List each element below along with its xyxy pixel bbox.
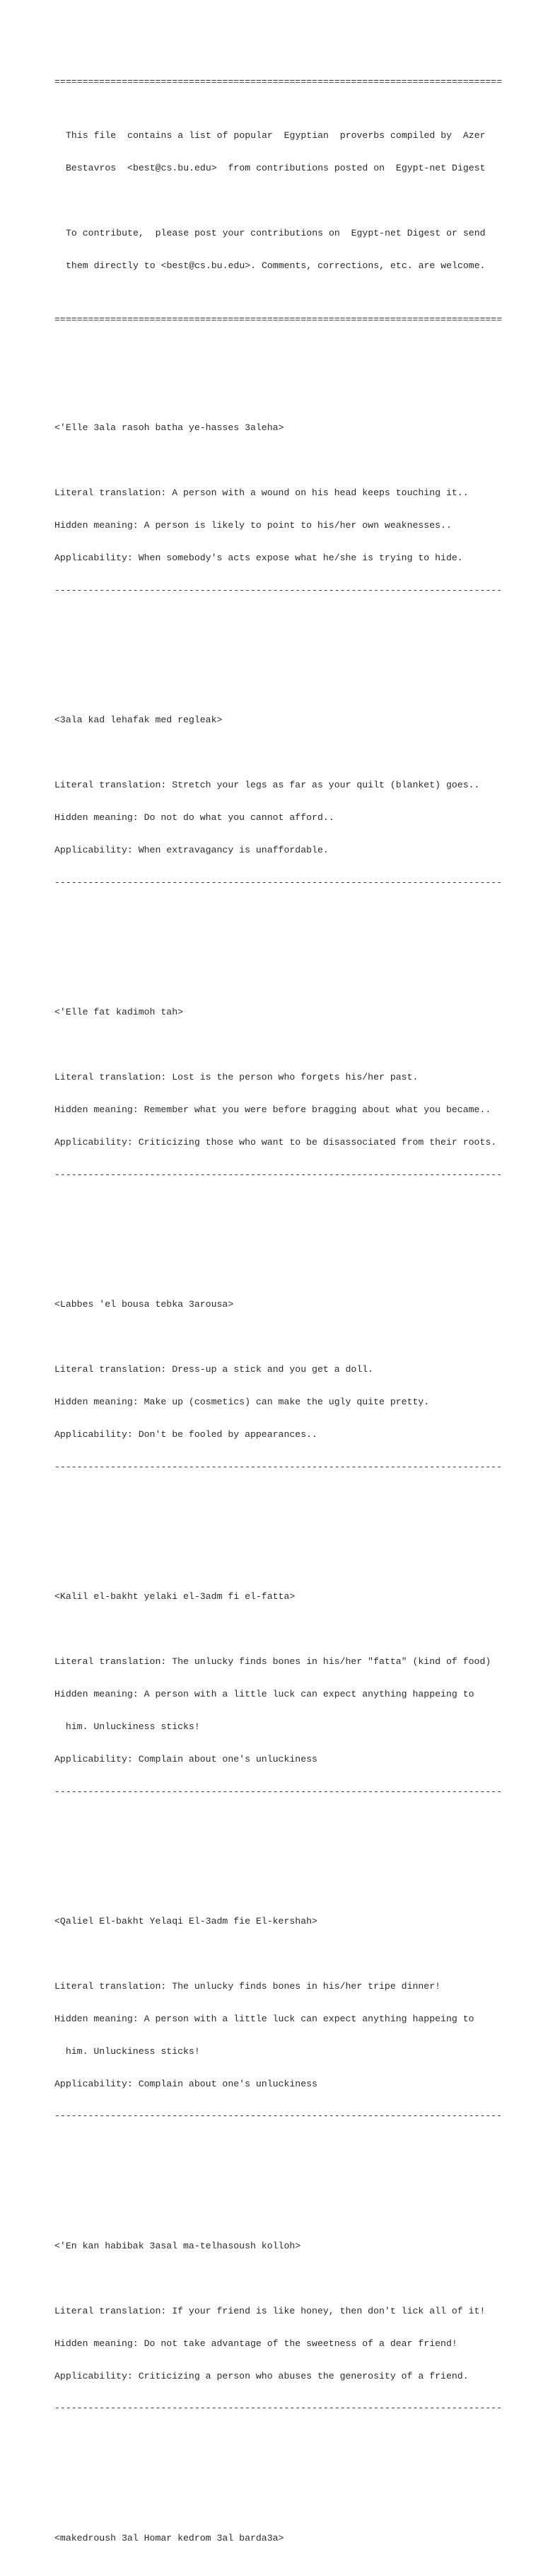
proverb-title: <'Elle 3ala rasoh batha ye-hasses 3aleha>	[54, 422, 284, 434]
literal-translation: Literal translation: The unlucky finds bones in his/her tripe dinner!	[54, 1980, 441, 1992]
applicability: Applicability: Criticizing a person who abuses the generosity of a friend.	[54, 2370, 469, 2381]
header-top-rule: ================================================================================	[54, 76, 503, 87]
proverb-entry	[54, 369, 507, 618]
separator-rule: --------------------------------------------------------------------------------	[54, 1461, 503, 1472]
proverb-entry	[54, 1862, 507, 2144]
applicability: Applicability: When extravagancy is unaffordable.	[54, 844, 329, 855]
proverb-title: <Qaliel El-bakht Yelaqi El-3adm fie El-kershah>	[54, 1916, 317, 1927]
proverb-title: <3ala kad lehafak med regleak>	[54, 715, 223, 726]
separator-rule: --------------------------------------------------------------------------------	[54, 584, 503, 596]
separator-rule: --------------------------------------------------------------------------------	[54, 1786, 503, 1797]
header-block	[54, 108, 507, 292]
literal-translation: Literal translation: A person with a wound on his head keeps touching it..	[54, 487, 469, 498]
proverb-entry	[54, 1245, 507, 1494]
hidden-meaning: Hidden meaning: Remember what you were before bragging about what you became..	[54, 1104, 491, 1115]
proverb-entry	[54, 953, 507, 1202]
proverb-entry	[54, 1537, 507, 1819]
hidden-meaning: Hidden meaning: A person is likely to point to his/her own weaknesses..	[54, 519, 452, 531]
hidden-meaning-continued: him. Unluckiness sticks!	[54, 2045, 200, 2057]
applicability: Applicability: Criticizing those who want to be disassociated from their roots.	[54, 1136, 497, 1148]
hidden-meaning-continued: him. Unluckiness sticks!	[54, 1721, 200, 1732]
applicability: Applicability: Don't be fooled by appearances..	[54, 1428, 317, 1440]
header-line: To contribute, please post your contributions on Egypt-net Digest or send	[66, 227, 486, 238]
applicability: Applicability: When somebody's acts expose what he/she is trying to hide.	[54, 552, 463, 563]
proverb-entry	[54, 661, 507, 910]
hidden-meaning: Hidden meaning: Do not take advantage of the sweetness of a dear friend!	[54, 2338, 457, 2349]
hidden-meaning: Hidden meaning: Do not do what you cannot afford..	[54, 812, 334, 823]
separator-rule: --------------------------------------------------------------------------------	[54, 2403, 503, 2414]
separator-rule: --------------------------------------------------------------------------------	[54, 2110, 503, 2122]
header-line: Bestavros <best@cs.bu.edu> from contributions posted on Egypt-net Digest	[66, 162, 486, 173]
hidden-meaning: Hidden meaning: A person with a little luck can expect anything happeing to	[54, 1688, 474, 1699]
proverb-title: <Kalil el-bakht yelaki el-3adm fi el-fatta>	[54, 1591, 296, 1602]
hidden-meaning: Hidden meaning: Make up (cosmetics) can make the ugly quite pretty.	[54, 1396, 430, 1407]
separator-rule: --------------------------------------------------------------------------------	[54, 1169, 503, 1180]
header-bottom-rule: ================================================================================	[54, 314, 503, 325]
proverb-entry	[54, 2186, 507, 2435]
literal-translation: Literal translation: If your friend is like honey, then don't lick all of it!	[54, 2305, 486, 2316]
literal-translation: Literal translation: Lost is the person who forgets his/her past.	[54, 1071, 419, 1082]
proverb-title: <Labbes 'el bousa tebka 3arousa>	[54, 1299, 234, 1310]
literal-translation: Literal translation: Dress-up a stick and you get a doll.	[54, 1363, 374, 1375]
applicability: Applicability: Complain about one's unluckiness	[54, 1753, 317, 1764]
header-blank-line	[54, 195, 507, 206]
hidden-meaning: Hidden meaning: A person with a little luck can expect anything happeing to	[54, 2013, 474, 2024]
proverb-title: <'Elle fat kadimoh tah>	[54, 1007, 184, 1018]
header-line: them directly to <best@cs.bu.edu>. Comments, corrections, etc. are welcome.	[66, 260, 486, 271]
header-line: This file contains a list of popular Egyptian proverbs compiled by Azer	[66, 130, 486, 141]
applicability: Applicability: Complain about one's unluckiness	[54, 2078, 317, 2089]
separator-rule: --------------------------------------------------------------------------------	[54, 877, 503, 888]
proverb-title: <'En kan habibak 3asal ma-telhasoush kolloh>	[54, 2240, 301, 2251]
document-page	[54, 54, 507, 2576]
proverb-entry	[54, 2479, 507, 2565]
literal-translation: Literal translation: The unlucky finds bones in his/her "fatta" (kind of food)	[54, 1656, 491, 1667]
literal-translation: Literal translation: Stretch your legs as far as your quilt (blanket) goes..	[54, 779, 480, 790]
proverb-title: <makedroush 3al Homar kedrom 3al barda3a>	[54, 2532, 284, 2543]
